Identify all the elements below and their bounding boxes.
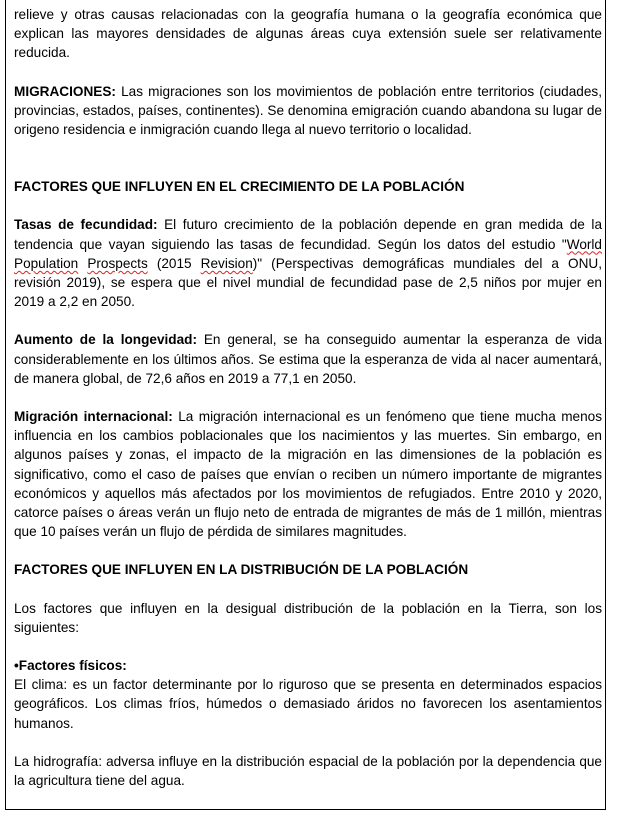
fecundidad-text-after: )" (Perspectivas demográficas mundiales del a ONU, revisión 2019), se espera que el nivel mundial de fecundidad pase de 2,5 niños por mujer en 2019 a 2,2 en 2050. (14, 255, 603, 310)
migraciones-text: Las migraciones son los movimientos de población entre territorios (ciudades, provincias, estados, países, continentes). Se denomina emigración cuando abandona su lugar de origeno residencia e inmigración cuando llega al nuevo territorio o localidad. (14, 83, 602, 138)
fecundidad-text-before: El futuro crecimiento de la población depende en gran medida de la tendencia que vayan siguiendo las tasas de fecundidad. Según los datos del estudio " (14, 217, 602, 252)
fecundidad-text-mid: (2015 (147, 255, 201, 271)
paragraph-migraciones (14, 82, 602, 140)
paragraph-migracion-internacional (14, 407, 602, 541)
spellcheck-word-population: Population (14, 255, 79, 271)
paragraph-longevidad (14, 330, 602, 388)
paragraph-factores-intro: Los factores que influyen en la desigual distribución de la población en la Tierra, son los siguientes: (14, 600, 602, 635)
heading-distribucion: FACTORES QUE INFLUYEN EN LA DISTRIBUCIÓN DE LA POBLACIÓN (14, 562, 469, 578)
longevidad-text: En general, se ha conseguido aumentar la esperanza de vida considerablemente en los últimos años. Se estima que la esperanza de vida al nacer aumentará, de manera global, de 72,6 años en 2019 a 77,1 en 2050. (14, 332, 602, 386)
spellcheck-word-revision: Revision (200, 255, 253, 271)
longevidad-label: Aumento de la longevidad: (14, 332, 197, 348)
document-body (14, 5, 602, 790)
fecundidad-label: Tasas de fecundidad: (14, 217, 158, 233)
paragraph-hidrografia: La hidrografía: adversa influye en la distribución espacial de la población por la dependencia que la agricultura tiene del agua. (14, 753, 602, 789)
migracion-internacional-text: La migración internacional es un fenómeno que tiene mucha menos influencia en los cambios poblacionales que los nacimientos y las muertes. Sin embargo, en algunos países y zonas, el impacto de la migración en las dimensiones de la población es significativo, como el caso de países que envían o reciben un número importante de migrantes económicos y aquellos más afectados por los movimientos de refugiados. Entre 2010 y 2020, catorce países o áreas verán un flujo neto de entrada de migrantes de más de 1 millón, mientras que 10 países verán un flujo de pérdida de similares magnitudes. (14, 409, 602, 540)
factores-fisicos-label: •Factores físicos: (14, 658, 127, 674)
fecundidad-space-2 (78, 256, 87, 271)
paragraph-clima: El clima: es un factor determinante por lo riguroso que se presenta en determinados espacios geográficos. Los climas fríos, húmedos o demasiado áridos no favorecen los asentamientos humanos. (14, 677, 602, 731)
spellcheck-word-prospects: Prospects (87, 255, 148, 271)
migraciones-label: MIGRACIONES: (14, 83, 116, 99)
migracion-internacional-label: Migración internacional: (14, 409, 173, 425)
heading-crecimiento: FACTORES QUE INFLUYEN EN EL CRECIMIENTO DE LA POBLACIÓN (14, 179, 465, 195)
paragraph-fecundidad (14, 215, 602, 311)
paragraph-relieve: relieve y otras causas relacionadas con la geografía humana o la geografía económica que explican las mayores densidades de algunas áreas cuya extensión suele ser relativamente reducida. (14, 7, 602, 61)
spellcheck-word-world: World (566, 236, 602, 252)
